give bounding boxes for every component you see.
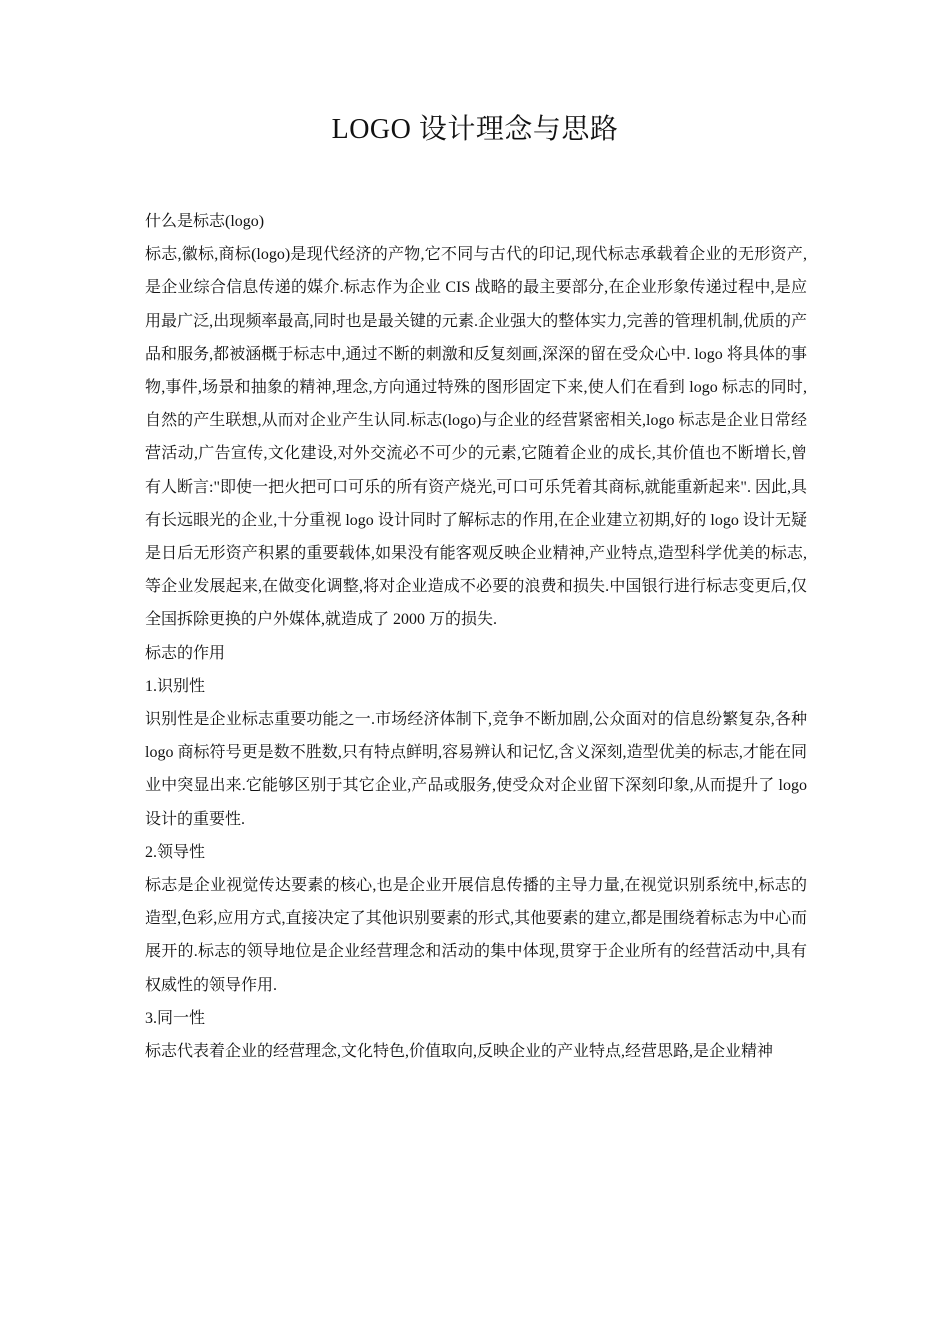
document-body bbox=[145, 205, 807, 1068]
subsection-heading: 1.识别性 bbox=[145, 677, 206, 695]
subsection-heading: 3.同一性 bbox=[145, 1009, 206, 1027]
section-heading: 标志的作用 bbox=[145, 644, 226, 662]
document-title: LOGO 设计理念与思路 bbox=[331, 114, 619, 145]
subsection-heading: 2.领导性 bbox=[145, 843, 206, 861]
body-paragraph: 识别性是企业标志重要功能之一.市场经济体制下,竞争不断加剧,公众面对的信息纷繁复杂,各种 logo 商标符号更是数不胜数,只有特点鲜明,容易辨认和记忆,含义深刻,造型优美的标志,才能在同业中突显出来.它能够区别于其它企业,产品或服务,使受众对企业留下深刻印象,从而提升了 logo 设计的重要性. bbox=[145, 711, 807, 828]
body-paragraph: 标志代表着企业的经营理念,文化特色,价值取向,反映企业的产业特点,经营思路,是企业精神 bbox=[145, 1043, 774, 1061]
section-heading: 什么是标志(logo) bbox=[145, 213, 265, 230]
body-paragraph: 标志是企业视觉传达要素的核心,也是企业开展信息传播的主导力量,在视觉识别系统中,标志的造型,色彩,应用方式,直接决定了其他识别要素的形式,其他要素的建立,都是围绕着标志为中心而展开的.标志的领导地位是企业经营理念和活动的集中体现,贯穿于企业所有的经营活动中,具有权威性的领导作用. bbox=[145, 877, 807, 994]
body-paragraph: 标志,徽标,商标(logo)是现代经济的产物,它不同与古代的印记,现代标志承载着企业的无形资产,是企业综合信息传递的媒介.标志作为企业 CIS 战略的最主要部分,在企业形象传递过程中,是应用最广泛,出现频率最高,同时也是最关键的元素.企业强大的整体实力,完善的管理机制,优质的产品和服务,都被涵概于标志中,通过不断的刺激和反复刻画,深深的留在受众心中. logo 将具体的事物,事件,场景和抽象的精神,理念,方向通过特殊的图形固定下来,使人们在看到 logo 标志的同时,自然的产生联想,从而对企业产生认同.标志(logo)与企业的经营紧密相关,logo 标志是企业日常经营活动,广告宣传,文化建设,对外交流必不可少的元素,它随着企业的成长,其价值也不断增长,曾有人断言:"即使一把火把可口可乐的所有资产烧光,可口可乐凭着其商标,就能重新起来". 因此,具有长远眼光的企业,十分重视 logo 设计同时了解标志的作用,在企业建立初期,好的 logo 设计无疑是日后无形资产积累的重要载体,如果没有能客观反映企业精神,产业特点,造型科学优美的标志,等企业发展起来,在做变化调整,将对企业造成不必要的浪费和损失.中国银行进行标志变更后,仅全国拆除更换的户外媒体,就造成了 2000 万的损失. bbox=[145, 246, 807, 629]
